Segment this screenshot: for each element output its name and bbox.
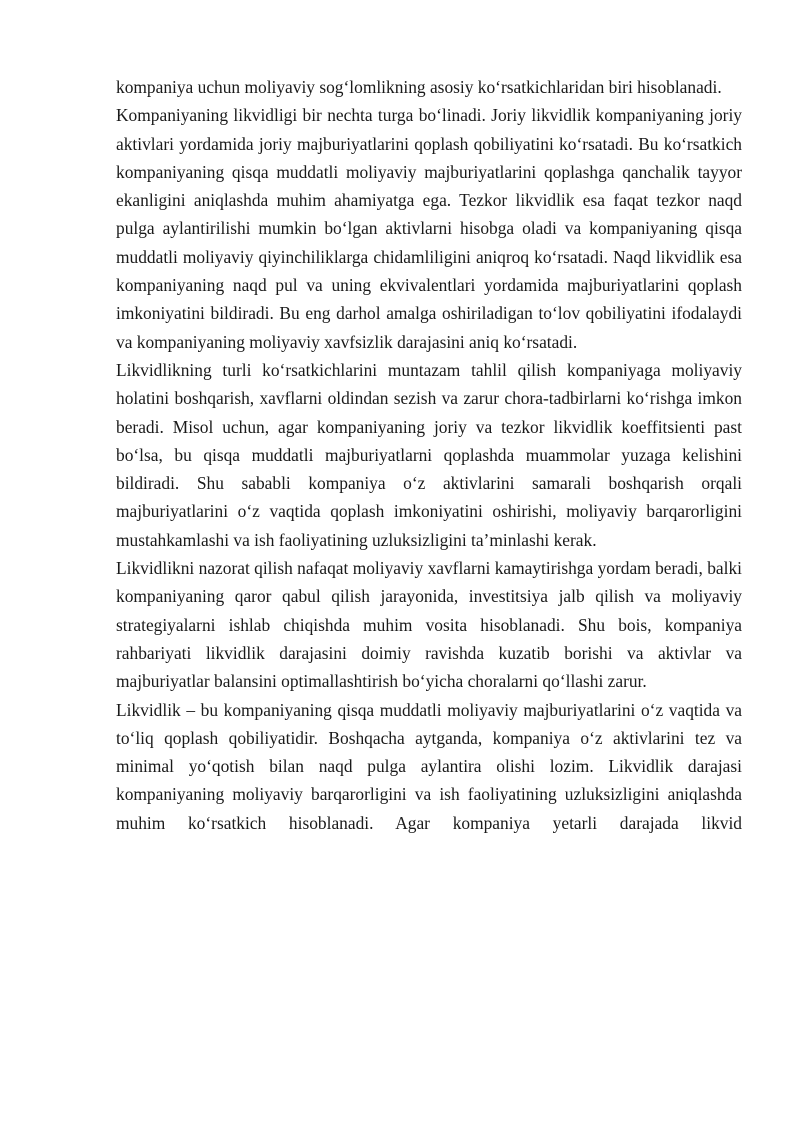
paragraph-liquidity-control: Likvidlikni nazorat qilish nafaqat moliyaviy xavflarni kamaytirishga yordam beradi, balki kompaniyaning qaror qabul qilish jarayonida, investitsiya jalb qilish va moliyaviy strategiyalarni ishlab chiqishda muhim vosita hisoblanadi. Shu bois, kompaniya rahbariyati likvidlik darajasini doimiy ravishda kuzatib borishi va aktivlar va majburiyatlar balansini optimallashtirish bo‘yicha choralarni qo‘llashi zarur. [116, 558, 742, 692]
document-page [116, 73, 742, 837]
paragraph-liquidity-analysis: Likvidlikning turli ko‘rsatkichlarini muntazam tahlil qilish kompaniyaga moliyaviy holatini boshqarish, xavflarni oldindan sezish va zarur chora-tadbirlarni ko‘rishga imkon beradi. Misol uchun, agar kompaniyaning joriy va tezkor likvidlik koeffitsienti past bo‘lsa, bu qisqa muddatli majburiyatlarni qoplashda muammolar yuzaga kelishini bildiradi. Shu sababli kompaniya o‘z aktivlarini samarali boshqarish orqali majburiyatlarini o‘z vaqtida qoplash imkoniyatini oshirishi, moliyaviy barqarorligini mustahkamlashi va ish faoliyatining uzluksizligini ta’minlashi kerak. [116, 359, 742, 550]
paragraph-liquidity-definition: Likvidlik – bu kompaniyaning qisqa muddatli moliyaviy majburiyatlarini o‘z vaqtida va to‘liq qoplash qobiliyatidir. Boshqacha aytganda, kompaniya o‘z aktivlarini tez va minimal yo‘qotish bilan naqd pulga aylantira olishi lozim. Likvidlik darajasi kompaniyaning moliyaviy barqarorligini va ish faoliyatining uzluksizligini aniqlashda muhim ko‘rsatkich hisoblanadi. Agar kompaniya yetarli darajada likvid [116, 699, 742, 833]
paragraph-continuation: kompaniya uchun moliyaviy sog‘lomlikning asosiy ko‘rsatkichlaridan biri hisoblanadi. [116, 77, 722, 97]
paragraph-liquidity-types: Kompaniyaning likvidligi bir nechta turga bo‘linadi. Joriy likvidlik kompaniyaning joriy aktivlari yordamida joriy majburiyatlarini qoplash qobiliyatini ko‘rsatadi. Bu ko‘rsatkich kompaniyaning qisqa muddatli moliyaviy majburiyatlarini qoplashga qanchalik tayyor ekanligini aniqlashda muhim ahamiyatga ega. Tezkor likvidlik esa faqat tezkor naqd pulga aylantirilishi mumkin bo‘lgan aktivlarni hisobga oladi va kompaniyaning qisqa muddatli moliyaviy qiyinchiliklarga chidamliligini aniqroq ko‘rsatadi. Naqd likvidlik esa kompaniyaning naqd pul va uning ekvivalentlari yordamida majburiyatlarini qoplash imkoniyatini bildiradi. Bu eng darhol amalga oshiriladigan to‘lov qobiliyatini ifodalaydi va kompaniyaning moliyaviy xavfsizlik darajasini aniq ko‘rsatadi. [116, 105, 742, 352]
